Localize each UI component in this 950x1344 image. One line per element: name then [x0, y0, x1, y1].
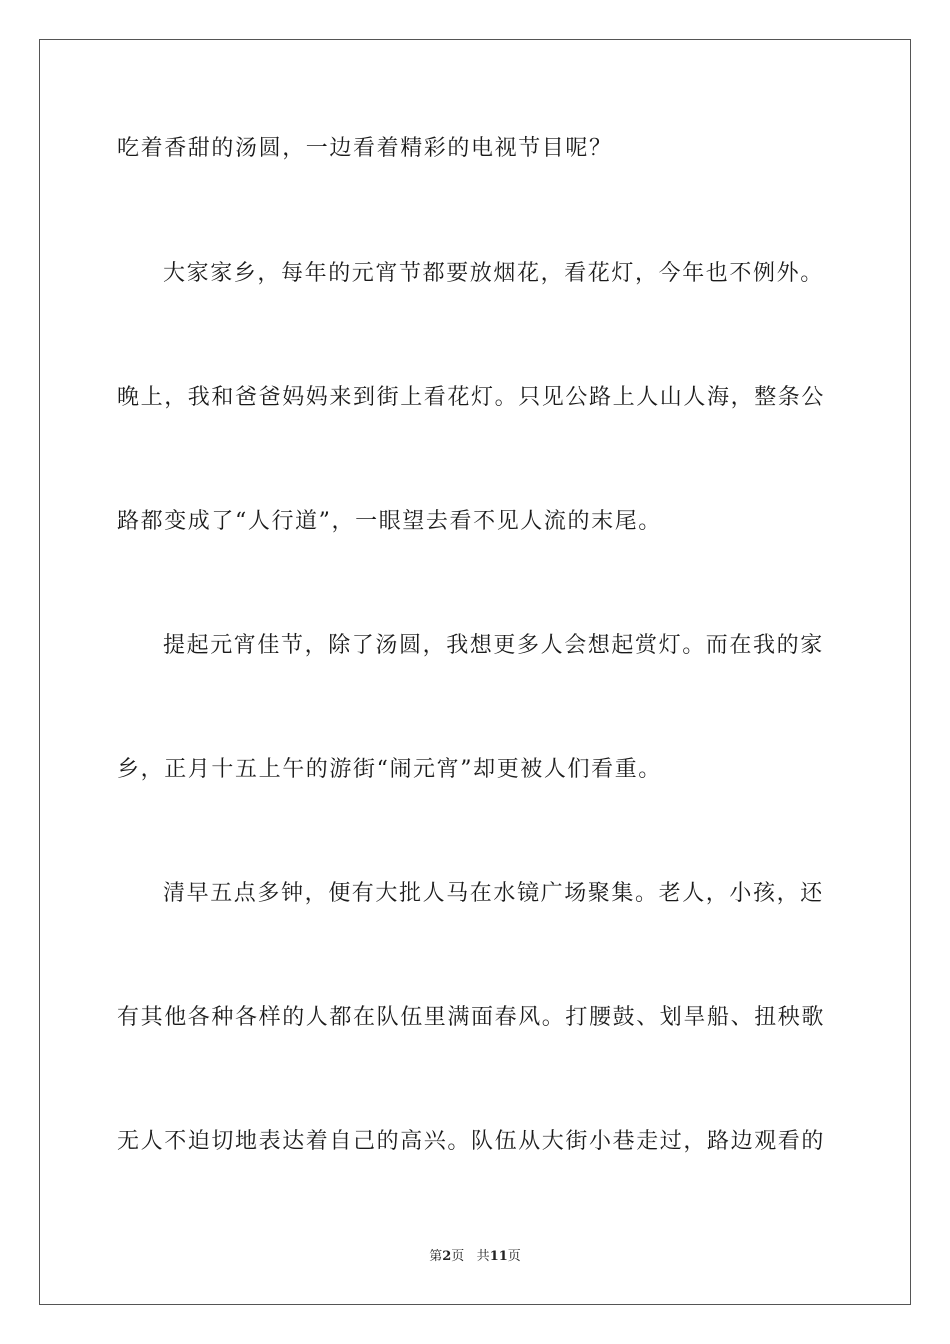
text-line-1: 吃着香甜的汤圆，一边看着精彩的电视节目呢？	[117, 136, 613, 161]
footer-total-prefix: 共	[476, 1249, 490, 1264]
page-border	[39, 39, 911, 1305]
page-footer	[0, 1248, 950, 1266]
text-line-4: 路都变成了“人行道”，一眼望去看不见人流的末尾。	[117, 509, 662, 534]
footer-page-number: 2	[442, 1249, 452, 1264]
footer-total-pages: 11	[489, 1249, 508, 1264]
text-line-2: 大家家乡，每年的元宵节都要放烟花，看花灯，今年也不例外。	[163, 261, 824, 286]
text-line-8: 有其他各种各样的人都在队伍里满面春风。打腰鼓、划旱船、扭秧歌	[117, 1005, 826, 1030]
footer-page-prefix: 第	[429, 1249, 443, 1264]
text-line-7: 清早五点多钟，便有大批人马在水镜广场聚集。老人，小孩，还	[163, 881, 824, 906]
text-line-5: 提起元宵佳节，除了汤圆，我想更多人会想起赏灯。而在我的家	[163, 633, 824, 658]
footer-page-suffix: 页	[451, 1249, 465, 1264]
text-line-9: 无人不迫切地表达着自己的高兴。队伍从大街小巷走过，路边观看的	[117, 1129, 826, 1154]
text-line-3: 晚上，我和爸爸妈妈来到街上看花灯。只见公路上人山人海，整条公	[117, 385, 826, 410]
footer-total-suffix: 页	[507, 1249, 521, 1264]
text-line-6: 乡，正月十五上午的游街“闹元宵”却更被人们看重。	[117, 757, 662, 782]
